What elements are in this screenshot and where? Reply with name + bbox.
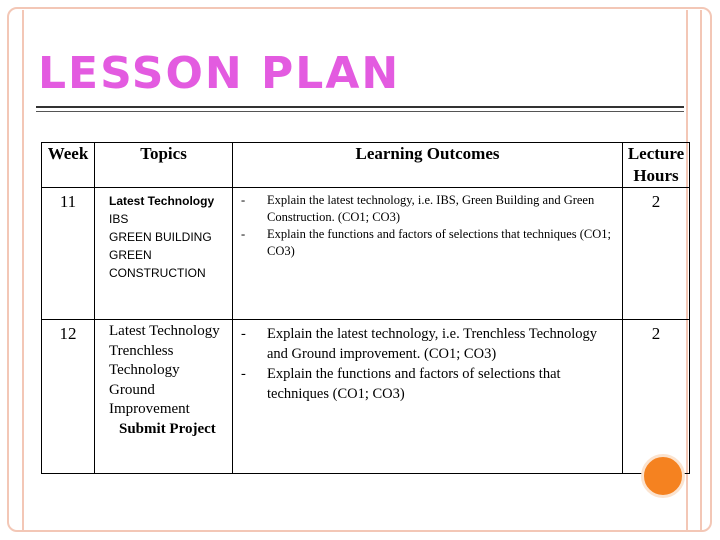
outcome-bullet: - [241,227,246,241]
outcome-item [237,226,618,260]
header-week: Week [42,143,95,188]
outcome-text: Explain the latest technology, i.e. Trenchless Technology and Ground improvement. (CO1; CO3) [267,326,598,362]
outcome-item [237,192,618,226]
slide-title: LESSON PLAN [38,48,401,99]
outcomes-cell [233,320,623,474]
topics-cell [95,320,233,474]
header-learning-outcomes: Learning Outcomes [233,143,623,188]
topic-line: Latest Technology [109,323,220,339]
week-cell: 12 [42,320,95,474]
outcome-bullet: - [241,366,246,382]
outcomes-cell [233,188,623,320]
topic-line: IBS [109,212,129,226]
week-cell: 11 [42,188,95,320]
outcome-item [237,324,618,364]
table-header-row [42,143,690,188]
topic-line: Ground [109,381,155,398]
topic-line: Trenchless [109,342,174,359]
header-lecture-hours-line2: Hours [633,166,679,185]
topic-line: Latest Technology [109,194,215,208]
topic-line: GREEN BUILDING [109,230,212,244]
header-lecture-hours [623,143,690,188]
outcome-text: Explain the latest technology, i.e. IBS, Green Building and Green Construction. (CO1; CO3) [267,193,595,224]
lecture-hours-cell: 2 [623,320,690,474]
outcome-text: Explain the functions and factors of selections that techniques (CO1; CO3) [267,366,561,402]
orange-circle-decoration [641,454,685,498]
outcome-bullet: - [241,193,246,207]
topic-line: Improvement [109,401,190,417]
lecture-hours-cell: 2 [623,188,690,320]
outcome-bullet: - [241,326,246,342]
outcomes-list [237,324,618,404]
header-topics: Topics [95,143,233,188]
lesson-plan-table [41,142,690,474]
title-underline-thin [36,111,684,112]
title-underline [36,106,684,108]
outcome-text: Explain the functions and factors of selections that techniques (CO1; CO3) [267,227,612,258]
topic-line: Technology [109,362,180,378]
submit-project-label: Submit Project [119,420,216,437]
outcome-item [237,364,618,404]
topic-line: GREEN [109,248,152,262]
topics-cell [95,188,233,320]
outcomes-list [237,192,618,260]
topic-line: CONSTRUCTION [109,266,206,280]
table-row [42,320,690,474]
table-row [42,188,690,320]
frame-left-stripe [10,10,24,530]
header-lecture-hours-line1: Lecture [627,144,685,163]
